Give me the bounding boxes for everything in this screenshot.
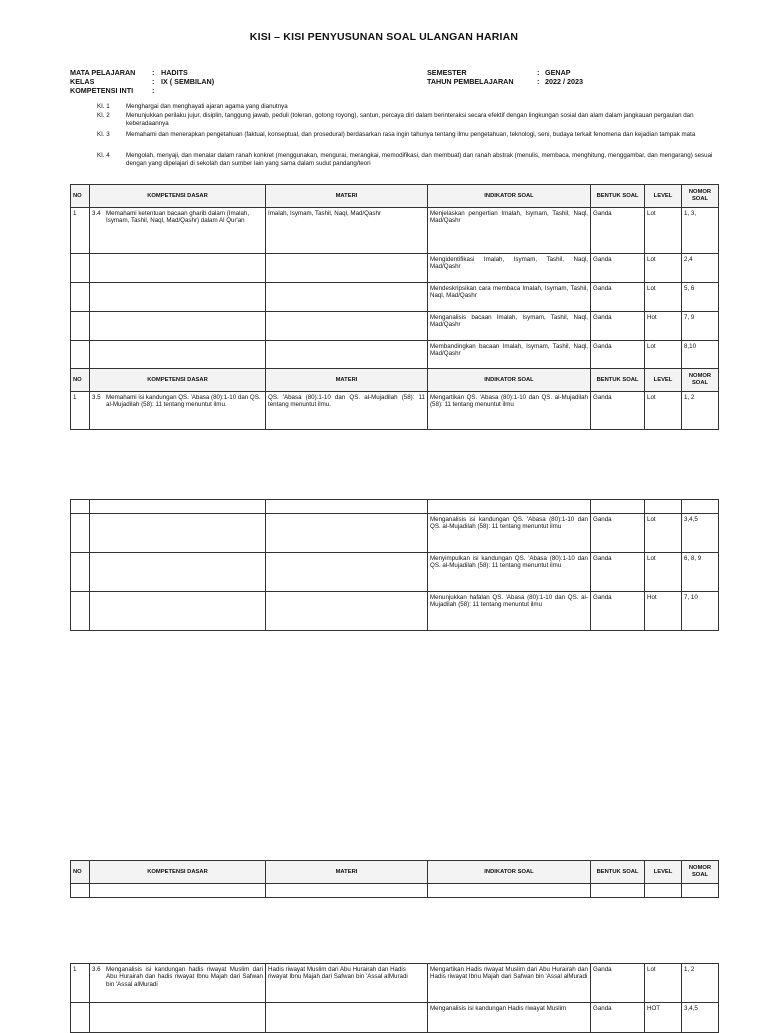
cell-bentuk: Ganda	[591, 553, 645, 592]
header-indikator: INDIKATOR SOAL	[428, 185, 591, 208]
meta-label: KELAS	[70, 77, 95, 86]
ki-text: Menunjukkan perilaku jujur, disiplin, tanggung jawab, peduli (toleran, gotong royong), santun, percaya diri dalam berinteraksi secara efektif dengan lingkungan sosial dan alam dalam jangkauan pergaulan dan keberadaannya	[126, 112, 694, 128]
cell-no: 1	[71, 964, 90, 1003]
cell-materi: Hadis riwayat Muslim dari Abu Hurairah dan Hadis riwayat Ibnu Majah dari Safwan bin 'Assal alMuradi	[266, 964, 428, 1003]
cell-indikator: Menganalisis bacaan Imalah, Isymam, Tashil, Naql, Mad/Qashr	[428, 312, 591, 341]
table-row	[71, 283, 719, 312]
header-nomor: NOMOR SOAL	[682, 369, 719, 392]
meta-sep: :	[537, 77, 540, 86]
meta-value: HADITS	[161, 68, 188, 77]
kisi-table-3-5-continued	[70, 499, 719, 631]
header-nomor: NOMOR SOAL	[682, 185, 719, 208]
header-kd: KOMPETENSI DASAR	[90, 861, 266, 884]
header-indikator: INDIKATOR SOAL	[428, 369, 591, 392]
page-title: KISI – KISI PENYUSUNAN SOAL ULANGAN HARIAN	[249, 31, 519, 43]
header-materi: MATERI	[266, 185, 428, 208]
meta-value: 2022 / 2023	[545, 77, 583, 86]
cell-nomor: 7, 9	[682, 312, 719, 341]
cell-bentuk: Ganda	[591, 1003, 645, 1033]
cell-bentuk: Ganda	[591, 392, 645, 430]
header-level: LEVEL	[645, 369, 682, 392]
ki-text: Mengolah, menyaji, dan menalar dalam ranah konkret (menggunakan, mengurai, merangkai, memodifikasi, dan membuat) dan ranah abstrak (menulis, membaca, menghitung, menggambar, dan mengarang) sesuai dengan yang dipelajari di sekolah dan sumber lain yang sama dalam sudut pandang/teori	[126, 152, 713, 168]
cell-bentuk: Ganda	[591, 964, 645, 1003]
header-kd: KOMPETENSI DASAR	[90, 185, 266, 208]
cell-bentuk: Ganda	[591, 283, 645, 312]
cell-bentuk: Ganda	[591, 514, 645, 553]
cell-level: Lot	[645, 208, 682, 254]
table-row	[71, 592, 719, 631]
ki-label: KI. 3	[97, 131, 110, 138]
header-bentuk: BENTUK SOAL	[591, 369, 645, 392]
meta-sep: :	[152, 77, 155, 86]
cell-kd	[90, 208, 266, 254]
cell-nomor: 3,4,5	[682, 1003, 719, 1033]
meta-right	[427, 68, 627, 86]
header-bentuk: BENTUK SOAL	[591, 185, 645, 208]
cell-nomor: 1, 2	[682, 964, 719, 1003]
kd-number: 3.6	[92, 965, 101, 973]
meta-label: TAHUN PEMBELAJARAN	[427, 77, 514, 86]
meta-value: GENAP	[545, 68, 571, 77]
table-row	[71, 884, 719, 898]
table-row	[71, 312, 719, 341]
kd-number: 3.5	[92, 393, 101, 401]
meta-label: SEMESTER	[427, 68, 467, 77]
table-header-row	[71, 185, 719, 208]
table-header-row	[71, 861, 719, 884]
kd-text: Menganalisis isi kandungan hadis riwayat Muslim dari Abu Hurairah dan hadis riwayat Ibnu Majah dari Safwan bin 'Assal alMuradi	[106, 965, 263, 989]
header-kd: KOMPETENSI DASAR	[90, 369, 266, 392]
table-row	[71, 964, 719, 1003]
header-no: NO	[71, 861, 90, 884]
meta-label: MATA PELAJARAN	[70, 68, 136, 77]
cell-indikator: Menunjukkan hafalan QS. 'Abasa (80):1-10 dan QS. al-Mujadilah (58): 11 tentang menuntut ilmu	[428, 592, 591, 631]
cell-level: Lot	[645, 514, 682, 553]
cell-indikator: Menyimpulkan isi kandungan QS. 'Abasa (80):1-10 dan QS. al-Mujadilah (58): 11 tentang menuntut ilmu	[428, 553, 591, 592]
ki-text: Menghargai dan menghayati ajaran agama yang dianutnya	[126, 103, 288, 110]
cell-bentuk: Ganda	[591, 341, 645, 369]
cell-bentuk: Ganda	[591, 312, 645, 341]
cell-materi: QS. 'Abasa (80):1-10 dan QS. al-Mujadilah (58): 11 tentang menuntut ilmu.	[266, 392, 428, 430]
cell-materi: Imalah, Isymam, Tashil, Naql, Mad/Qashr	[266, 208, 428, 254]
cell-level: Hot	[645, 312, 682, 341]
header-bentuk: BENTUK SOAL	[591, 861, 645, 884]
cell-bentuk: Ganda	[591, 254, 645, 283]
cell-bentuk: Ganda	[591, 208, 645, 254]
header-indikator: INDIKATOR SOAL	[428, 861, 591, 884]
ki-text: Memahami dan menerapkan pengetahuan (faktual, konseptual, dan prosedural) berdasarkan rasa ingin tahunya tentang ilmu pengetahuan, teknologi, seni, budaya terkait fenomena dan kejadian tampak mata	[126, 131, 696, 138]
cell-nomor: 5, 6	[682, 283, 719, 312]
table-row	[71, 254, 719, 283]
header-no: NO	[71, 185, 90, 208]
cell-indikator: Mendeskripsikan cara membaca Imalah, Isymam, Tashil, Naql, Mad/Qashr	[428, 283, 591, 312]
ki-label: KI. 2	[97, 112, 110, 119]
cell-nomor: 1, 3,	[682, 208, 719, 254]
cell-indikator: Mengartikan Hadis riwayat Muslim dari Abu Hurairah dan Hadis riwayat Ibnu Majah dari Safwan bin 'Assal alMuradi	[428, 964, 591, 1003]
cell-bentuk: Ganda	[591, 592, 645, 631]
cell-level: HOT	[645, 1003, 682, 1033]
header-nomor: NOMOR SOAL	[682, 861, 719, 884]
kisi-table-3-6	[70, 963, 719, 1033]
meta-label: KOMPETENSI INTI	[70, 86, 134, 95]
cell-indikator: Membandingkan bacaan Imalah, Isymam, Tashil, Naql, Mad/Qashr	[428, 341, 591, 369]
kisi-table-header-block	[70, 860, 719, 898]
ki-label: KI. 1	[97, 103, 110, 110]
cell-level: Lot	[645, 392, 682, 430]
cell-level: Lot	[645, 553, 682, 592]
table-row	[71, 514, 719, 553]
cell-nomor: 8,10	[682, 341, 719, 369]
table-row	[71, 208, 719, 254]
meta-sep: :	[152, 86, 155, 95]
cell-no: 1	[71, 392, 90, 430]
header-level: LEVEL	[645, 185, 682, 208]
cell-level: Hot	[645, 592, 682, 631]
table-row	[71, 553, 719, 592]
cell-no: 1	[71, 208, 90, 254]
cell-indikator: Mengidentifikasi Imalah, Isymam, Tashil, Naql, Mad/Qashr	[428, 254, 591, 283]
header-materi: MATERI	[266, 861, 428, 884]
cell-nomor: 2,4	[682, 254, 719, 283]
header-level: LEVEL	[645, 861, 682, 884]
meta-value: IX ( SEMBILAN)	[161, 77, 215, 86]
cell-level: Lot	[645, 283, 682, 312]
meta-sep: :	[537, 68, 540, 77]
meta-left	[70, 68, 215, 95]
cell-indikator: Menjelaskan pengertian Imalah, Isymam, Tashil, Naql, Mad/Qashr	[428, 208, 591, 254]
table-row	[71, 500, 719, 514]
cell-level: Lot	[645, 254, 682, 283]
ki-label: KI. 4	[97, 152, 110, 159]
kisi-table-3-4	[70, 184, 719, 430]
cell-nomor: 1, 2	[682, 392, 719, 430]
cell-kd	[90, 392, 266, 430]
table-header-row	[71, 369, 719, 392]
cell-level: Lot	[645, 341, 682, 369]
cell-nomor: 6, 8, 9	[682, 553, 719, 592]
header-no: NO	[71, 369, 90, 392]
cell-indikator: Menganalisis isi kandungan QS. 'Abasa (80):1-10 dan QS. al-Mujadilah (58): 11 tentang menuntut ilmu	[428, 514, 591, 553]
cell-nomor: 7, 10	[682, 592, 719, 631]
cell-level: Lot	[645, 964, 682, 1003]
cell-indikator: Menganalisis isi kandungan Hadis riwayat Muslim	[428, 1003, 591, 1033]
cell-indikator: Mengartikan QS. 'Abasa (80):1-10 dan QS. al-Mujadilah (58): 11 tentang menuntut ilmu	[428, 392, 591, 430]
cell-kd	[90, 964, 266, 1003]
table-row	[71, 392, 719, 430]
cell-nomor: 3,4,5	[682, 514, 719, 553]
meta-sep: :	[152, 68, 155, 77]
header-materi: MATERI	[266, 369, 428, 392]
kd-text: Memahami ketentuan bacaan gharib dalam (Imalah, Isymam, Tashil, Naql, Mad/Qashr) dalam Al Qur'an	[106, 209, 250, 225]
table-row	[71, 341, 719, 369]
table-row	[71, 1003, 719, 1033]
kd-text: Memahami isi kandungan QS. 'Abasa (80):1-10 dan QS. al-Mujadilah (58): 11 tentang menuntut ilmu.	[106, 393, 261, 409]
kd-number: 3.4	[92, 209, 101, 217]
